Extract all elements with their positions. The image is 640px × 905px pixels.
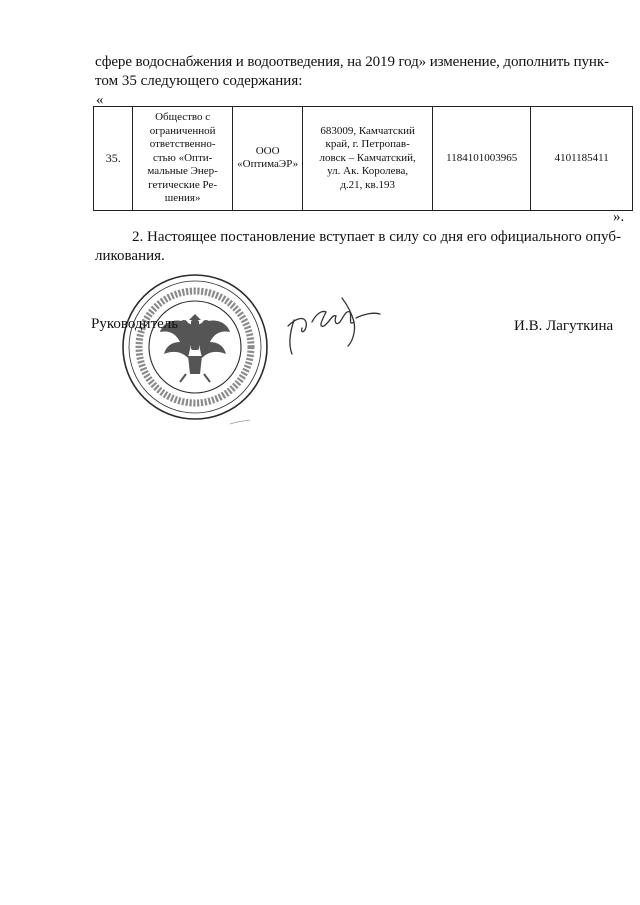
org-address: 683009, Камчатский край, г. Петропав- ловск – Камчатский, ул. Ак. Королева, д.21, кв.193: [303, 107, 433, 211]
registry-table: [93, 106, 633, 211]
paragraph-2-line-1: 2. Настоящее постановление вступает в силу со дня его официального опуб-: [132, 229, 621, 245]
paragraph-2-line-2: ликования.: [95, 248, 165, 264]
org-short-name: ООО «ОптимаЭР»: [232, 107, 302, 211]
org-full-name: Общество с ограниченной ответственно- стью «Опти- мальные Энер- гетические Ре- шения»: [133, 107, 233, 211]
org-ogrn: 1184101003965: [432, 107, 530, 211]
state-emblem-seal-icon: [120, 272, 270, 422]
handwritten-signature-icon: [282, 292, 382, 362]
signer-name: И.В. Лагуткина: [514, 318, 614, 334]
quote-close: ».: [613, 209, 625, 225]
stray-mark-icon: [228, 418, 258, 426]
table-row: [94, 107, 633, 211]
intro-line-2: том 35 следующего содержания:: [95, 73, 303, 89]
quote-open: «: [96, 92, 104, 108]
intro-line-1: сфере водоснабжения и водоотведения, на 2019 год» изменение, дополнить пунк-: [95, 54, 609, 70]
row-number: 35.: [94, 107, 133, 211]
org-inn: 4101185411: [531, 107, 633, 211]
signer-title: Руководитель: [91, 316, 179, 332]
